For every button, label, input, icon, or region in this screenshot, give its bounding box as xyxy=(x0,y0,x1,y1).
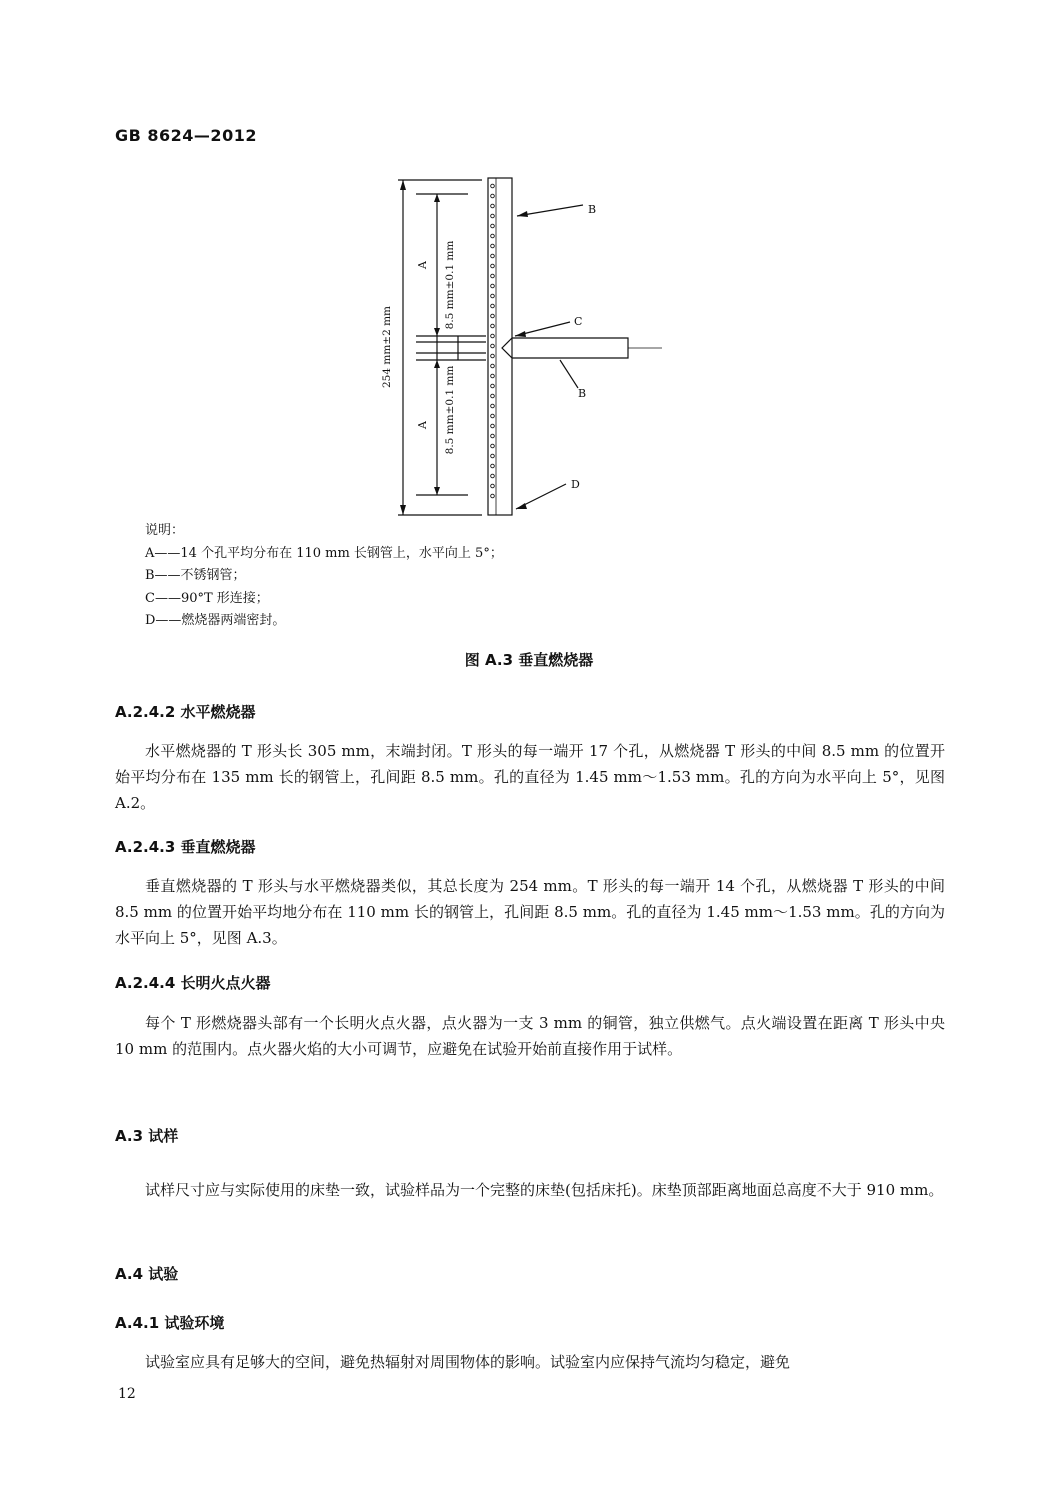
label-a-top: A xyxy=(416,261,429,269)
burner-hole xyxy=(491,424,495,428)
legend-item-d: D——燃烧器两端密封。 xyxy=(145,613,286,628)
horizontal-tube xyxy=(512,338,628,358)
burner-hole xyxy=(491,264,495,268)
vertical-burner-figure xyxy=(370,168,670,520)
burner-hole xyxy=(491,234,495,238)
legend-item-b: B——不锈钢管； xyxy=(145,568,246,583)
burner-hole xyxy=(491,384,495,388)
document-id: GB 8624—2012 xyxy=(115,126,257,145)
label-b-top: B xyxy=(588,203,597,216)
burner-hole xyxy=(491,244,495,248)
burner-hole xyxy=(491,434,495,438)
dim-offset-top: 8.5 mm±0.1 mm xyxy=(444,240,456,330)
burner-hole xyxy=(491,494,495,498)
dim-offset-bottom: 8.5 mm±0.1 mm xyxy=(444,365,456,455)
label-d: D xyxy=(571,478,580,491)
heading-a244: A.2.4.4 长明火点火器 xyxy=(115,974,271,992)
burner-hole xyxy=(491,294,495,298)
label-b-bottom: B xyxy=(578,387,587,400)
legend-title: 说明： xyxy=(145,523,185,538)
heading-a242: A.2.4.2 水平燃烧器 xyxy=(115,703,256,721)
burner-hole xyxy=(491,224,495,228)
label-a-bottom: A xyxy=(416,421,429,429)
heading-a41: A.4.1 试验环境 xyxy=(115,1314,225,1332)
burner-hole xyxy=(491,204,495,208)
para-a244: 每个 T 形燃烧器头部有一个长明火点火器，点火器为一支 3 mm 的铜管，独立供燃气。点火端设置在距离 T 形头中央 10 mm 的范围内。点火器火焰的大小可调节，应避免在试验开始前直接作用于试样。 xyxy=(115,1014,945,1058)
para-a242: 水平燃烧器的 T 形头长 305 mm，末端封闭。T 形头的每一端开 17 个孔，从燃烧器 T 形头的中间 8.5 mm 的位置开始平均分布在 135 mm 长的钢管上，孔间距 8.5 mm。孔的直径为 1.45 mm～1.53 mm。孔的方向为水平向上 5°，见图 A.2。 xyxy=(115,742,945,812)
label-c: C xyxy=(574,315,583,328)
burner-hole xyxy=(491,334,495,338)
figure-caption: 图 A.3 垂直燃烧器 xyxy=(464,651,594,669)
burner-hole xyxy=(491,364,495,368)
burner-hole xyxy=(491,284,495,288)
burner-hole xyxy=(491,394,495,398)
heading-a243: A.2.4.3 垂直燃烧器 xyxy=(115,838,256,856)
dim-total-length: 254 mm±2 mm xyxy=(381,305,393,389)
burner-hole xyxy=(491,314,495,318)
burner-hole xyxy=(491,354,495,358)
burner-hole xyxy=(491,464,495,468)
para-a243: 垂直燃烧器的 T 形头与水平燃烧器类似，其总长度为 254 mm。T 形头的每一端开 14 个孔，从燃烧器 T 形头的中间 8.5 mm 的位置开始平均地分布在 110 mm 长的钢管上，孔间距 8.5 mm。孔的直径为 1.45 mm～1.53 mm。孔的方向为水平向上 5°，见图 A.3。 xyxy=(115,877,945,947)
burner-hole xyxy=(491,404,495,408)
para-a3: 试样尺寸应与实际使用的床垫一致，试验样品为一个完整的床垫(包括床托)。床垫顶部距离地面总高度不大于 910 mm。 xyxy=(145,1181,944,1199)
burner-hole xyxy=(491,344,495,348)
burner-hole xyxy=(491,324,495,328)
burner-hole xyxy=(491,274,495,278)
t-connection xyxy=(502,338,512,358)
legend-item-c: C——90°T 形连接； xyxy=(145,590,269,606)
burner-hole xyxy=(491,254,495,258)
burner-hole xyxy=(491,474,495,478)
figure-legend xyxy=(145,520,503,633)
heading-a4: A.4 试验 xyxy=(115,1265,179,1283)
page-number: 12 xyxy=(118,1386,136,1402)
burner-hole xyxy=(491,194,495,198)
leader-b-bottom xyxy=(560,360,578,388)
burner-hole xyxy=(491,484,495,488)
burner-hole xyxy=(491,414,495,418)
legend-item-a: A——14 个孔平均分布在 110 mm 长钢管上，水平向上 5°； xyxy=(145,545,503,561)
burner-hole xyxy=(491,454,495,458)
heading-a3: A.3 试样 xyxy=(115,1127,179,1145)
burner-hole xyxy=(491,444,495,448)
burner-hole xyxy=(491,304,495,308)
burner-hole xyxy=(491,184,495,188)
burner-hole xyxy=(491,374,495,378)
burner-hole xyxy=(491,214,495,218)
para-a41: 试验室应具有足够大的空间，避免热辐射对周围物体的影响。试验室内应保持气流均匀稳定，避免 xyxy=(145,1353,791,1371)
